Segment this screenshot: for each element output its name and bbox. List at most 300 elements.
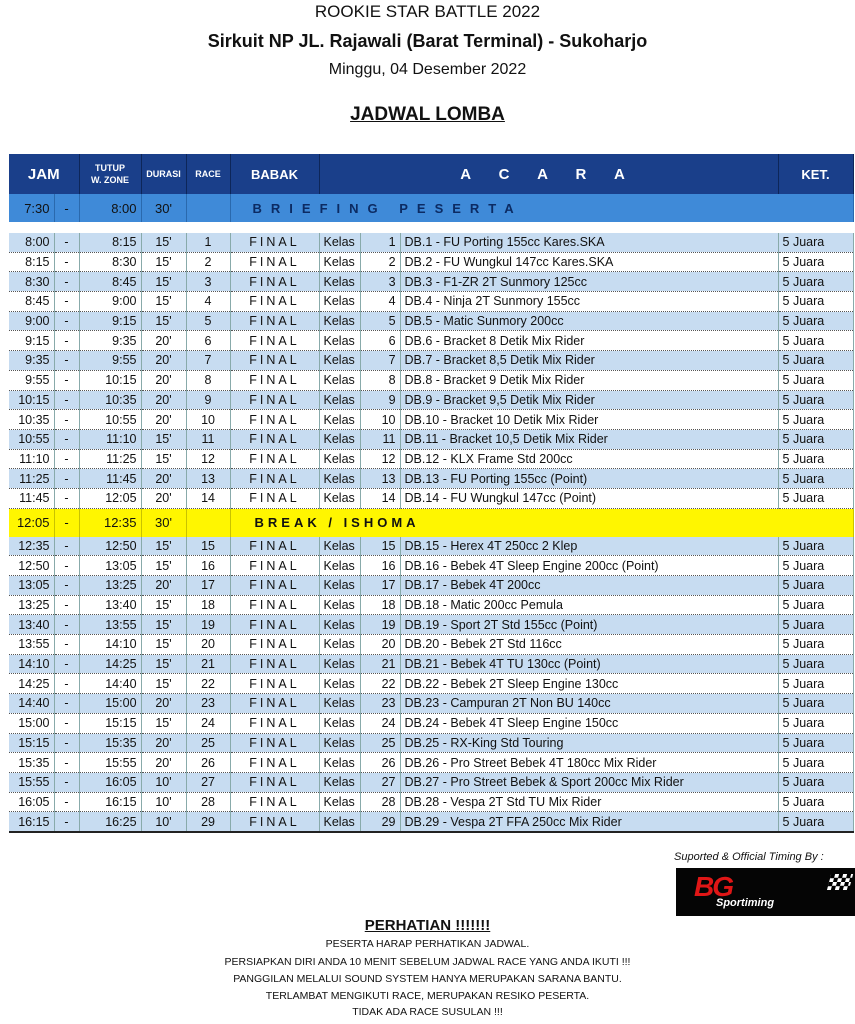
row-race-number: 18 <box>186 595 230 615</box>
table-row <box>9 733 853 753</box>
row-babak: FINAL <box>230 772 319 792</box>
row-start-time: 10:55 <box>9 429 54 449</box>
row-kelas: Kelas <box>319 772 360 792</box>
row-kelas-number: 22 <box>360 674 400 694</box>
row-kelas-number: 6 <box>360 331 400 351</box>
row-end-time: 10:35 <box>79 390 141 410</box>
row-end-time: 12:05 <box>79 488 141 508</box>
table-row <box>9 390 853 410</box>
row-end-time: 16:25 <box>79 812 141 832</box>
row-end-time: 9:35 <box>79 331 141 351</box>
row-acara: DB.19 - Sport 2T Std 155cc (Point) <box>400 615 778 635</box>
row-race-number: 1 <box>186 233 230 252</box>
row-end-time: 15:15 <box>79 713 141 733</box>
row-ket: 5 Juara <box>778 292 853 312</box>
row-kelas-number: 3 <box>360 272 400 292</box>
row-kelas-number: 24 <box>360 713 400 733</box>
row-race-number: 26 <box>186 753 230 773</box>
row-separator: - <box>54 753 79 773</box>
sponsor-logo <box>676 868 855 916</box>
row-kelas-number: 17 <box>360 576 400 596</box>
row-separator: - <box>54 556 79 576</box>
sponsor-logo-mark: BG <box>694 871 732 902</box>
table-row <box>9 753 853 773</box>
row-separator: - <box>54 812 79 832</box>
notice-line: TERLAMBAT MENGIKUTI RACE, MERUPAKAN RESIKO PESERTA. <box>265 990 590 1002</box>
notice-line: PANGGILAN MELALUI SOUND SYSTEM HANYA MERUPAKAN SARANA BANTU. <box>233 973 622 985</box>
table-row <box>9 674 853 694</box>
row-start-time: 8:30 <box>9 272 54 292</box>
row-babak: FINAL <box>230 654 319 674</box>
row-acara: DB.16 - Bebek 4T Sleep Engine 200cc (Point) <box>400 556 778 576</box>
row-end-time: 9:15 <box>79 311 141 331</box>
row-start-time: 9:55 <box>9 370 54 390</box>
row-start-time: 11:45 <box>9 488 54 508</box>
row-durasi: 15' <box>141 713 186 733</box>
row-race-number: 7 <box>186 351 230 371</box>
row-race-number: 11 <box>186 429 230 449</box>
row-babak: FINAL <box>230 390 319 410</box>
row-kelas: Kelas <box>319 410 360 430</box>
row-end-time: 13:25 <box>79 576 141 596</box>
row-end-time: 16:05 <box>79 772 141 792</box>
table-row <box>9 370 853 390</box>
row-kelas-number: 11 <box>360 429 400 449</box>
row-kelas-number: 14 <box>360 488 400 508</box>
row-kelas-number: 28 <box>360 792 400 812</box>
sponsor-logo-sub: Sportiming <box>716 897 775 909</box>
row-kelas: Kelas <box>319 233 360 252</box>
row-kelas-number: 12 <box>360 449 400 469</box>
row-kelas-number: 5 <box>360 311 400 331</box>
row-ket: 5 Juara <box>778 812 853 832</box>
table-row <box>9 576 853 596</box>
row-ket: 5 Juara <box>778 654 853 674</box>
row-ket: 5 Juara <box>778 713 853 733</box>
table-row <box>9 449 853 469</box>
row-acara: DB.3 - F1-ZR 2T Sunmory 125cc <box>400 272 778 292</box>
row-acara: DB.5 - Matic Sunmory 200cc <box>400 311 778 331</box>
row-kelas-number: 29 <box>360 812 400 832</box>
row-durasi: 15' <box>141 537 186 556</box>
row-babak: FINAL <box>230 252 319 272</box>
row-ket: 5 Juara <box>778 390 853 410</box>
row-kelas: Kelas <box>319 252 360 272</box>
event-venue: Sirkuit NP JL. Rajawali (Barat Terminal) - Sukoharjo <box>207 31 648 51</box>
row-kelas-number: 2 <box>360 252 400 272</box>
row-durasi: 20' <box>141 753 186 773</box>
row-start-time: 11:25 <box>9 469 54 489</box>
row-kelas-number: 15 <box>360 537 400 556</box>
row-start-time: 8:00 <box>9 233 54 252</box>
row-separator: - <box>54 772 79 792</box>
row-separator: - <box>54 713 79 733</box>
table-row <box>9 772 853 792</box>
row-acara: DB.6 - Bracket 8 Detik Mix Rider <box>400 331 778 351</box>
row-durasi: 20' <box>141 390 186 410</box>
row-separator: - <box>54 595 79 615</box>
row-acara: DB.15 - Herex 4T 250cc 2 Klep <box>400 537 778 556</box>
row-durasi: 15' <box>141 615 186 635</box>
row-race-number: 21 <box>186 654 230 674</box>
row-end-time: 13:05 <box>79 556 141 576</box>
row-durasi: 15' <box>141 292 186 312</box>
col-babak: BABAK <box>230 154 319 194</box>
break-label: BREAK / ISHOMA <box>230 508 853 537</box>
row-end-time: 16:15 <box>79 792 141 812</box>
row-separator: - <box>54 331 79 351</box>
row-acara: DB.9 - Bracket 9,5 Detik Mix Rider <box>400 390 778 410</box>
row-babak: FINAL <box>230 733 319 753</box>
row-kelas-number: 7 <box>360 351 400 371</box>
row-end-time: 9:00 <box>79 292 141 312</box>
row-ket: 5 Juara <box>778 772 853 792</box>
row-babak: FINAL <box>230 635 319 655</box>
table-row <box>9 252 853 272</box>
row-acara: DB.29 - Vespa 2T FFA 250cc Mix Rider <box>400 812 778 832</box>
row-acara: DB.21 - Bebek 4T TU 130cc (Point) <box>400 654 778 674</box>
row-kelas-number: 8 <box>360 370 400 390</box>
row-separator: - <box>54 615 79 635</box>
row-acara: DB.28 - Vespa 2T Std TU Mix Rider <box>400 792 778 812</box>
row-separator: - <box>54 635 79 655</box>
row-durasi: 10' <box>141 812 186 832</box>
row-end-time: 11:10 <box>79 429 141 449</box>
row-acara: DB.12 - KLX Frame Std 200cc <box>400 449 778 469</box>
break-sep: - <box>54 508 79 537</box>
row-kelas: Kelas <box>319 615 360 635</box>
row-babak: FINAL <box>230 351 319 371</box>
row-durasi: 10' <box>141 792 186 812</box>
row-ket: 5 Juara <box>778 556 853 576</box>
checkered-flag-icon <box>827 874 853 890</box>
row-acara: DB.14 - FU Wungkul 147cc (Point) <box>400 488 778 508</box>
row-durasi: 15' <box>141 635 186 655</box>
row-start-time: 9:35 <box>9 351 54 371</box>
event-date: Minggu, 04 Desember 2022 <box>328 61 527 78</box>
row-durasi: 15' <box>141 252 186 272</box>
row-durasi: 20' <box>141 694 186 714</box>
row-ket: 5 Juara <box>778 694 853 714</box>
row-acara: DB.24 - Bebek 4T Sleep Engine 150cc <box>400 713 778 733</box>
row-kelas: Kelas <box>319 351 360 371</box>
row-kelas: Kelas <box>319 429 360 449</box>
row-acara: DB.27 - Pro Street Bebek & Sport 200cc Mix Rider <box>400 772 778 792</box>
row-start-time: 15:35 <box>9 753 54 773</box>
row-end-time: 13:40 <box>79 595 141 615</box>
row-babak: FINAL <box>230 311 319 331</box>
briefing-durasi: 30' <box>141 194 186 222</box>
row-race-number: 6 <box>186 331 230 351</box>
row-race-number: 4 <box>186 292 230 312</box>
row-race-number: 2 <box>186 252 230 272</box>
row-end-time: 11:45 <box>79 469 141 489</box>
row-race-number: 12 <box>186 449 230 469</box>
row-ket: 5 Juara <box>778 370 853 390</box>
table-end-row <box>9 832 853 843</box>
col-jam: JAM <box>9 154 79 194</box>
table-row <box>9 292 853 312</box>
row-separator: - <box>54 252 79 272</box>
row-durasi: 20' <box>141 410 186 430</box>
row-start-time: 12:50 <box>9 556 54 576</box>
row-separator: - <box>54 449 79 469</box>
row-kelas: Kelas <box>319 537 360 556</box>
row-babak: FINAL <box>230 537 319 556</box>
row-ket: 5 Juara <box>778 272 853 292</box>
row-separator: - <box>54 370 79 390</box>
break-row <box>9 508 853 537</box>
row-ket: 5 Juara <box>778 595 853 615</box>
row-race-number: 25 <box>186 733 230 753</box>
table-row <box>9 351 853 371</box>
row-durasi: 15' <box>141 429 186 449</box>
row-kelas: Kelas <box>319 654 360 674</box>
row-start-time: 13:25 <box>9 595 54 615</box>
row-kelas: Kelas <box>319 449 360 469</box>
row-acara: DB.26 - Pro Street Bebek 4T 180cc Mix Rider <box>400 753 778 773</box>
row-separator: - <box>54 292 79 312</box>
row-start-time: 9:00 <box>9 311 54 331</box>
row-end-time: 12:50 <box>79 537 141 556</box>
table-row <box>9 488 853 508</box>
row-ket: 5 Juara <box>778 311 853 331</box>
row-start-time: 14:40 <box>9 694 54 714</box>
row-race-number: 29 <box>186 812 230 832</box>
row-end-time: 8:15 <box>79 233 141 252</box>
row-kelas: Kelas <box>319 635 360 655</box>
row-babak: FINAL <box>230 331 319 351</box>
table-row <box>9 537 853 556</box>
row-babak: FINAL <box>230 753 319 773</box>
row-race-number: 16 <box>186 556 230 576</box>
row-end-time: 14:10 <box>79 635 141 655</box>
row-babak: FINAL <box>230 469 319 489</box>
row-start-time: 15:55 <box>9 772 54 792</box>
row-end-time: 15:55 <box>79 753 141 773</box>
row-kelas-number: 13 <box>360 469 400 489</box>
row-kelas-number: 26 <box>360 753 400 773</box>
row-ket: 5 Juara <box>778 410 853 430</box>
notice-line: PESERTA HARAP PERHATIKAN JADWAL. <box>325 938 530 950</box>
row-start-time: 16:15 <box>9 812 54 832</box>
row-start-time: 9:15 <box>9 331 54 351</box>
row-start-time: 12:35 <box>9 537 54 556</box>
row-kelas: Kelas <box>319 812 360 832</box>
row-separator: - <box>54 410 79 430</box>
row-kelas-number: 16 <box>360 556 400 576</box>
row-kelas: Kelas <box>319 469 360 489</box>
table-row <box>9 469 853 489</box>
table-row <box>9 694 853 714</box>
row-kelas: Kelas <box>319 713 360 733</box>
row-ket: 5 Juara <box>778 537 853 556</box>
row-babak: FINAL <box>230 449 319 469</box>
notice-title: PERHATIAN !!!!!!! <box>364 917 491 934</box>
schedule-title: JADWAL LOMBA <box>350 104 505 125</box>
table-row <box>9 233 853 252</box>
row-start-time: 8:45 <box>9 292 54 312</box>
row-kelas-number: 18 <box>360 595 400 615</box>
col-ket: KET. <box>778 154 853 194</box>
row-kelas: Kelas <box>319 792 360 812</box>
row-start-time: 14:25 <box>9 674 54 694</box>
row-ket: 5 Juara <box>778 674 853 694</box>
row-race-number: 8 <box>186 370 230 390</box>
row-durasi: 20' <box>141 351 186 371</box>
row-kelas: Kelas <box>319 733 360 753</box>
briefing-race-empty <box>186 194 230 222</box>
row-separator: - <box>54 469 79 489</box>
break-start: 12:05 <box>9 508 54 537</box>
row-ket: 5 Juara <box>778 576 853 596</box>
row-kelas: Kelas <box>319 370 360 390</box>
row-durasi: 20' <box>141 576 186 596</box>
row-kelas-number: 27 <box>360 772 400 792</box>
row-ket: 5 Juara <box>778 792 853 812</box>
row-ket: 5 Juara <box>778 635 853 655</box>
sponsor-label: Suported & Official Timing By : <box>674 851 824 863</box>
event-title: ROOKIE STAR BATTLE 2022 <box>314 2 541 21</box>
table-row <box>9 635 853 655</box>
row-start-time: 15:15 <box>9 733 54 753</box>
row-durasi: 10' <box>141 772 186 792</box>
row-start-time: 8:15 <box>9 252 54 272</box>
row-start-time: 15:00 <box>9 713 54 733</box>
row-start-time: 13:55 <box>9 635 54 655</box>
row-separator: - <box>54 733 79 753</box>
table-row <box>9 595 853 615</box>
row-race-number: 13 <box>186 469 230 489</box>
col-durasi: DURASI <box>141 154 186 194</box>
row-kelas-number: 21 <box>360 654 400 674</box>
row-race-number: 14 <box>186 488 230 508</box>
row-kelas: Kelas <box>319 488 360 508</box>
row-end-time: 11:25 <box>79 449 141 469</box>
table-row <box>9 615 853 635</box>
row-babak: FINAL <box>230 370 319 390</box>
row-kelas: Kelas <box>319 390 360 410</box>
row-start-time: 10:15 <box>9 390 54 410</box>
schedule-table <box>9 154 854 843</box>
gap-row <box>9 222 853 233</box>
row-babak: FINAL <box>230 615 319 635</box>
row-acara: DB.18 - Matic 200cc Pemula <box>400 595 778 615</box>
row-durasi: 15' <box>141 311 186 331</box>
table-header-row <box>9 154 853 194</box>
row-end-time: 15:00 <box>79 694 141 714</box>
briefing-row <box>9 194 853 222</box>
table-row <box>9 556 853 576</box>
row-separator: - <box>54 429 79 449</box>
row-kelas-number: 10 <box>360 410 400 430</box>
break-end: 12:35 <box>79 508 141 537</box>
briefing-start: 7:30 <box>9 194 54 222</box>
row-separator: - <box>54 792 79 812</box>
row-end-time: 9:55 <box>79 351 141 371</box>
row-babak: FINAL <box>230 233 319 252</box>
row-durasi: 15' <box>141 595 186 615</box>
col-race: RACE <box>186 154 230 194</box>
notice-line: TIDAK ADA RACE SUSULAN !!! <box>352 1006 503 1018</box>
row-start-time: 13:40 <box>9 615 54 635</box>
row-start-time: 13:05 <box>9 576 54 596</box>
row-durasi: 20' <box>141 469 186 489</box>
row-start-time: 11:10 <box>9 449 54 469</box>
row-race-number: 28 <box>186 792 230 812</box>
row-separator: - <box>54 272 79 292</box>
row-separator: - <box>54 233 79 252</box>
row-end-time: 8:45 <box>79 272 141 292</box>
row-separator: - <box>54 537 79 556</box>
row-end-time: 8:30 <box>79 252 141 272</box>
row-babak: FINAL <box>230 713 319 733</box>
row-start-time: 14:10 <box>9 654 54 674</box>
row-race-number: 19 <box>186 615 230 635</box>
row-acara: DB.4 - Ninja 2T Sunmory 155cc <box>400 292 778 312</box>
table-row <box>9 311 853 331</box>
row-durasi: 15' <box>141 449 186 469</box>
row-race-number: 24 <box>186 713 230 733</box>
row-acara: DB.25 - RX-King Std Touring <box>400 733 778 753</box>
row-ket: 5 Juara <box>778 331 853 351</box>
row-kelas-number: 4 <box>360 292 400 312</box>
row-race-number: 22 <box>186 674 230 694</box>
table-row <box>9 272 853 292</box>
row-separator: - <box>54 654 79 674</box>
row-end-time: 15:35 <box>79 733 141 753</box>
row-ket: 5 Juara <box>778 233 853 252</box>
row-babak: FINAL <box>230 272 319 292</box>
row-kelas: Kelas <box>319 311 360 331</box>
row-kelas: Kelas <box>319 576 360 596</box>
row-babak: FINAL <box>230 792 319 812</box>
row-ket: 5 Juara <box>778 488 853 508</box>
col-tutup-line2: W. ZONE <box>91 175 130 185</box>
row-acara: DB.23 - Campuran 2T Non BU 140cc <box>400 694 778 714</box>
row-kelas: Kelas <box>319 674 360 694</box>
row-kelas-number: 19 <box>360 615 400 635</box>
row-end-time: 14:25 <box>79 654 141 674</box>
row-separator: - <box>54 311 79 331</box>
row-babak: FINAL <box>230 292 319 312</box>
row-race-number: 20 <box>186 635 230 655</box>
row-acara: DB.11 - Bracket 10,5 Detik Mix Rider <box>400 429 778 449</box>
row-kelas-number: 20 <box>360 635 400 655</box>
row-end-time: 10:55 <box>79 410 141 430</box>
row-race-number: 27 <box>186 772 230 792</box>
row-kelas: Kelas <box>319 272 360 292</box>
row-separator: - <box>54 674 79 694</box>
row-durasi: 15' <box>141 272 186 292</box>
row-acara: DB.22 - Bebek 2T Sleep Engine 130cc <box>400 674 778 694</box>
row-babak: FINAL <box>230 674 319 694</box>
row-kelas: Kelas <box>319 292 360 312</box>
row-race-number: 9 <box>186 390 230 410</box>
row-babak: FINAL <box>230 410 319 430</box>
briefing-end: 8:00 <box>79 194 141 222</box>
row-durasi: 15' <box>141 233 186 252</box>
row-kelas: Kelas <box>319 694 360 714</box>
row-separator: - <box>54 351 79 371</box>
row-acara: DB.20 - Bebek 2T Std 116cc <box>400 635 778 655</box>
row-kelas-number: 23 <box>360 694 400 714</box>
row-kelas-number: 25 <box>360 733 400 753</box>
row-acara: DB.1 - FU Porting 155cc Kares.SKA <box>400 233 778 252</box>
notice-line: PERSIAPKAN DIRI ANDA 10 MENIT SEBELUM JADWAL RACE YANG ANDA IKUTI !!! <box>224 956 631 968</box>
row-kelas: Kelas <box>319 331 360 351</box>
row-durasi: 20' <box>141 331 186 351</box>
